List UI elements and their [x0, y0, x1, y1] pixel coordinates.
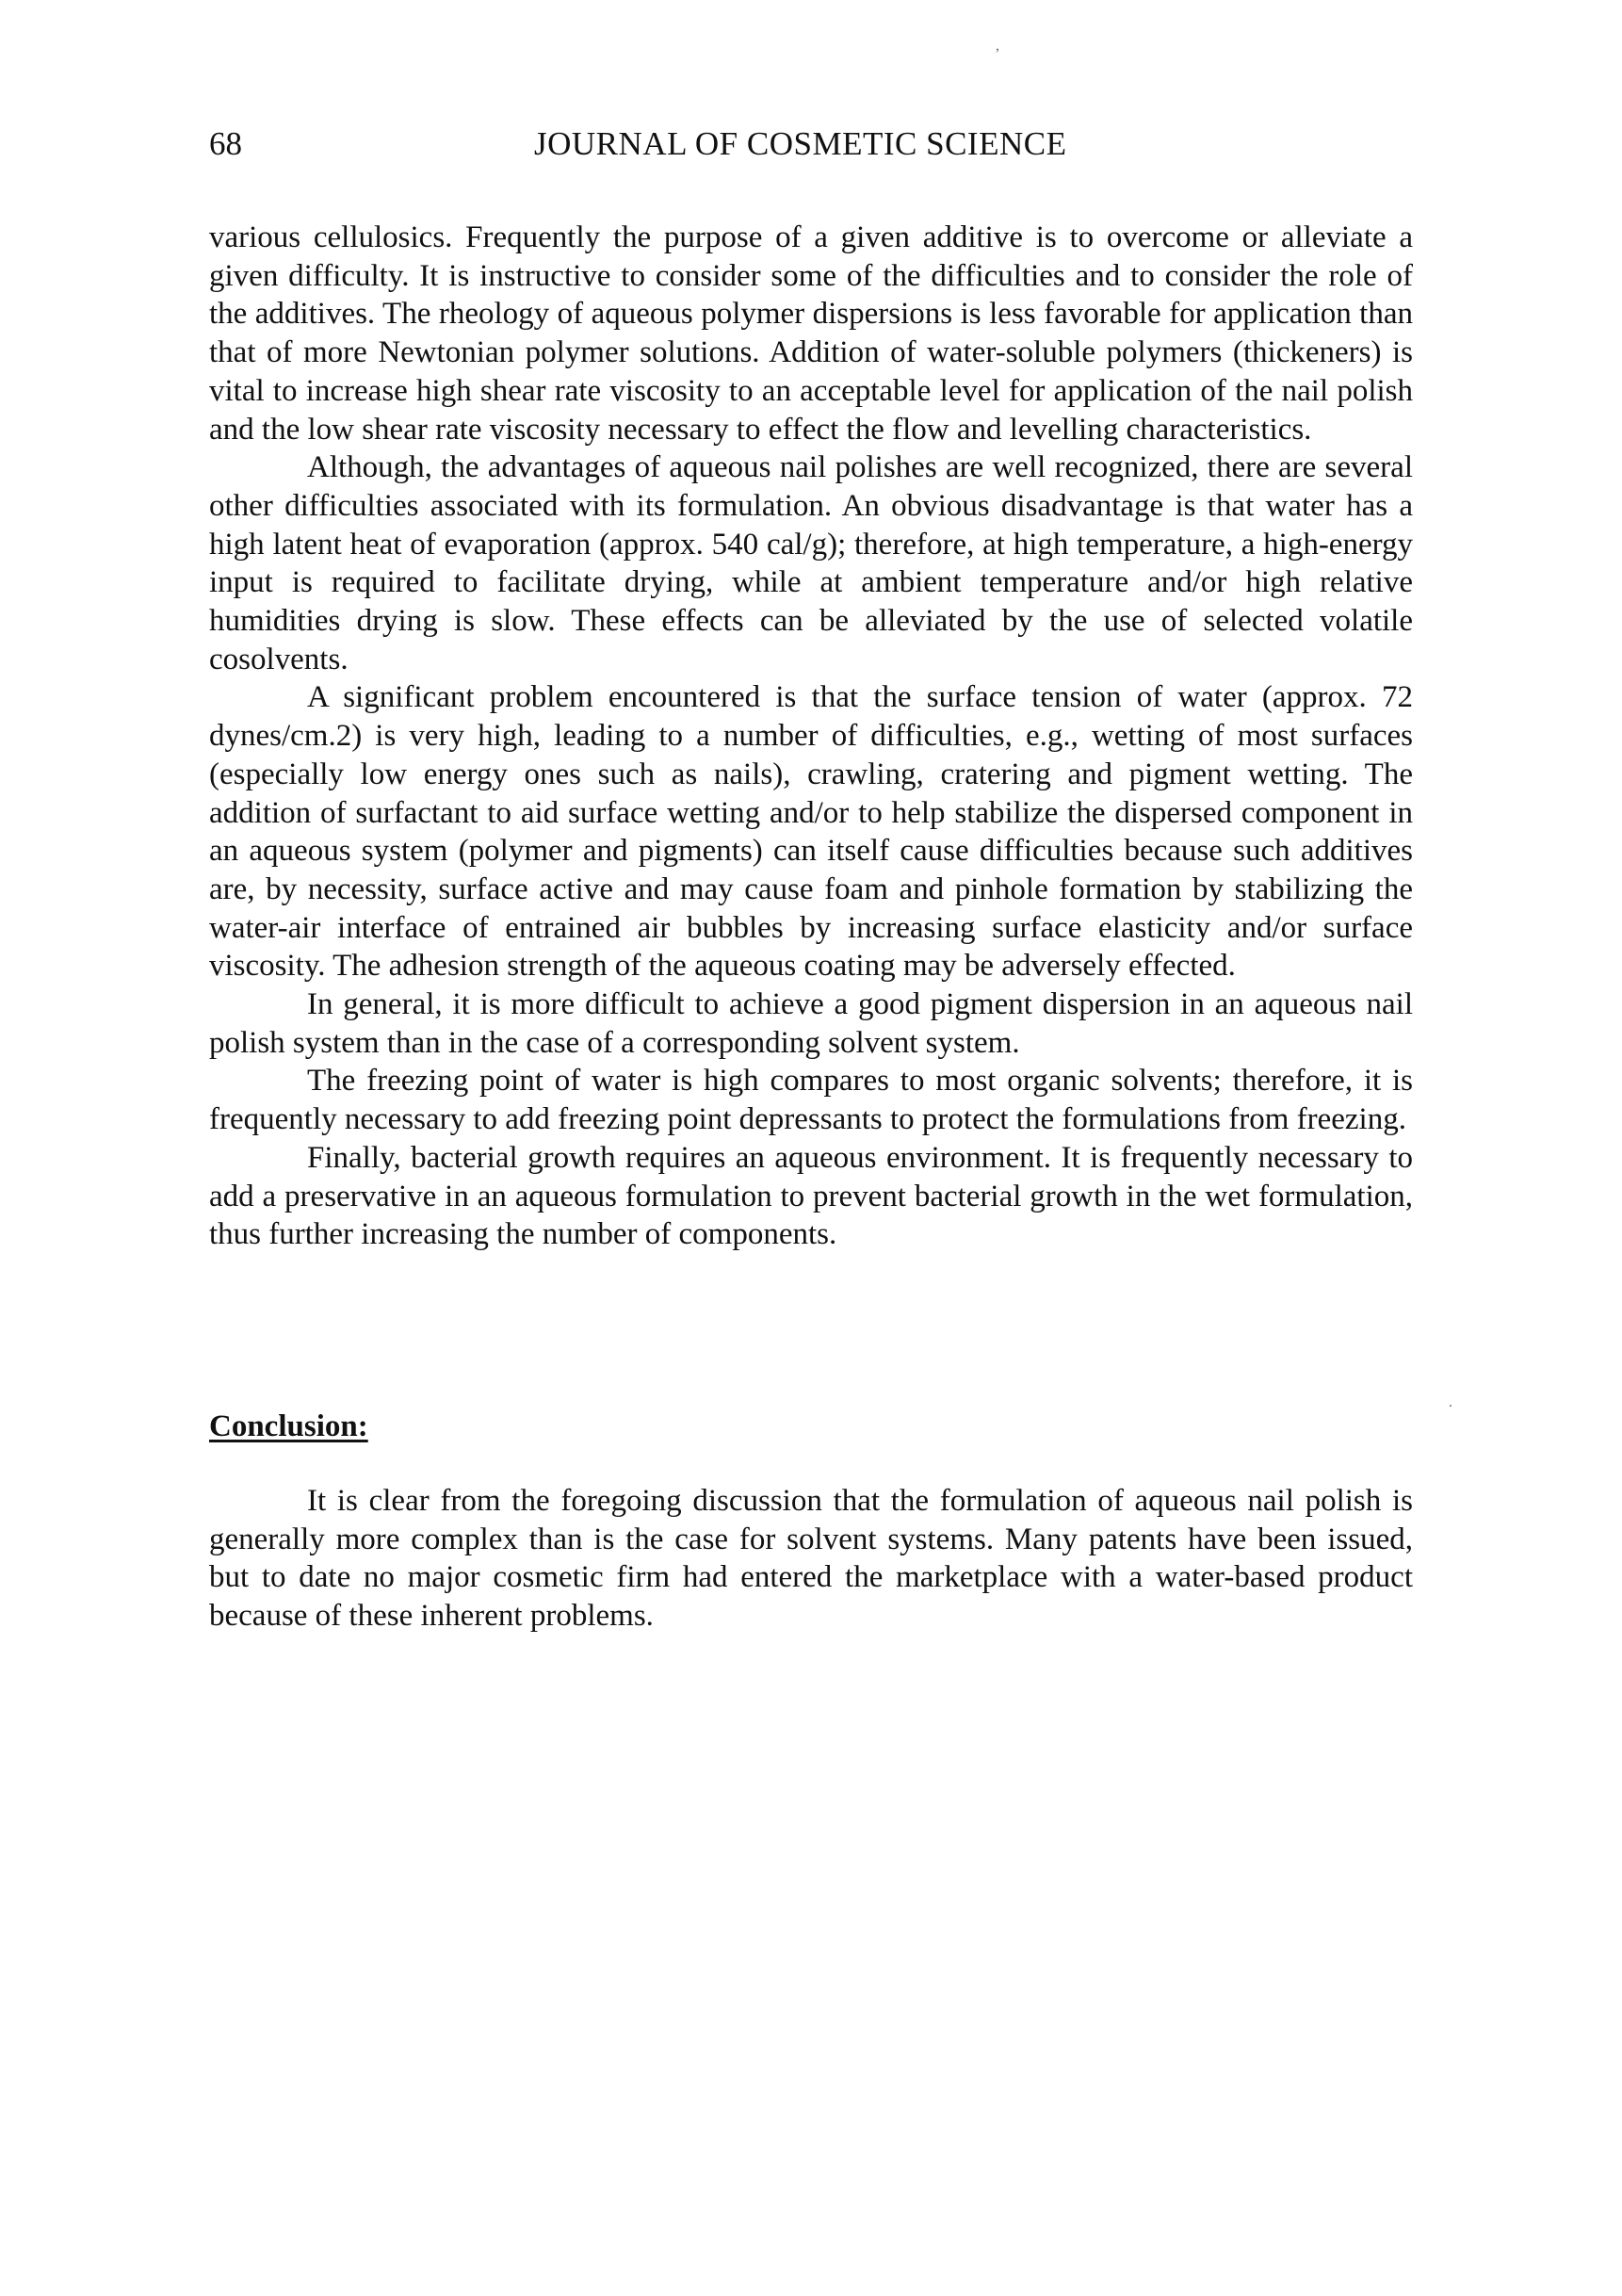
page-header [209, 121, 1434, 168]
body-text [209, 219, 1413, 1254]
conclusion-paragraph: It is clear from the foregoing discussion that the formulation of aqueous nail polish is generally more complex than is the case for solvent systems. Many patents have been issued, but to date no major cosmetic firm had entered the marketplace with a water-based product because of these inherent problems. [209, 1484, 1413, 1634]
scan-mark: . [1449, 1394, 1452, 1410]
paragraph: A significant problem encountered is that the surface tension of water (approx. 72 dynes/cm.2) is very high, leading to a number of difficulties, e.g., wetting of most surfaces (especially low energy ones such as nails), crawling, cratering and pigment wetting. The addition of surfactant to aid surface wetting and/or to help stabilize the dispersed component in an aqueous system (polymer and pigments) can itself cause difficulties because such additives are, by necessity, surface active and may cause foam and pinhole formation by stabilizing the water-air interface of entrained air bubbles by increasing surface elasticity and/or surface viscosity. The adhesion strength of the aqueous coating may be adversely effected. [209, 680, 1413, 984]
paragraph: In general, it is more difficult to achieve a good pigment dispersion in an aqueous nail polish system than in the case of a corresponding solvent system. [209, 987, 1413, 1060]
paragraph-continued: various cellulosics. Frequently the purpose of a given additive is to overcome or alleviate a given difficulty. It is instructive to consider some of the difficulties and to consider the role of the additives. The rheology of aqueous polymer dispersions is less favorable for application than that of more Newtonian polymer solutions. Addition of water-soluble polymers (thickeners) is vital to increase high shear rate viscosity to an acceptable level for application of the nail polish and the low shear rate viscosity necessary to effect the flow and levelling characteristics. [209, 220, 1413, 447]
journal-title: JOURNAL OF COSMETIC SCIENCE [534, 125, 1067, 162]
page-number: 68 [209, 125, 242, 162]
conclusion-section [209, 1482, 1413, 1636]
paragraph: Finally, bacterial growth requires an aqueous environment. It is frequently necessary to add a preservative in an aqueous formulation to prevent bacterial growth in the wet formulation, thus further increasing the number of components. [209, 1140, 1413, 1252]
paragraph: The freezing point of water is high compares to most organic solvents; therefore, it is frequently necessary to add freezing point depressants to protect the formulations from freezing. [209, 1064, 1413, 1137]
conclusion-heading: Conclusion: [209, 1409, 368, 1443]
scan-mark: , [996, 38, 999, 54]
paragraph: Although, the advantages of aqueous nail polishes are well recognized, there are several other difficulties associated with its formulation. An obvious disadvantage is that water has a high latent heat of evaporation (approx. 540 cal/g); therefore, at high temperature, a high-energy input is required to facilitate drying, while at ambient temperature and/or high relative humidities drying is slow. These effects can be alleviated by the use of selected volatile cosolvents. [209, 450, 1413, 676]
